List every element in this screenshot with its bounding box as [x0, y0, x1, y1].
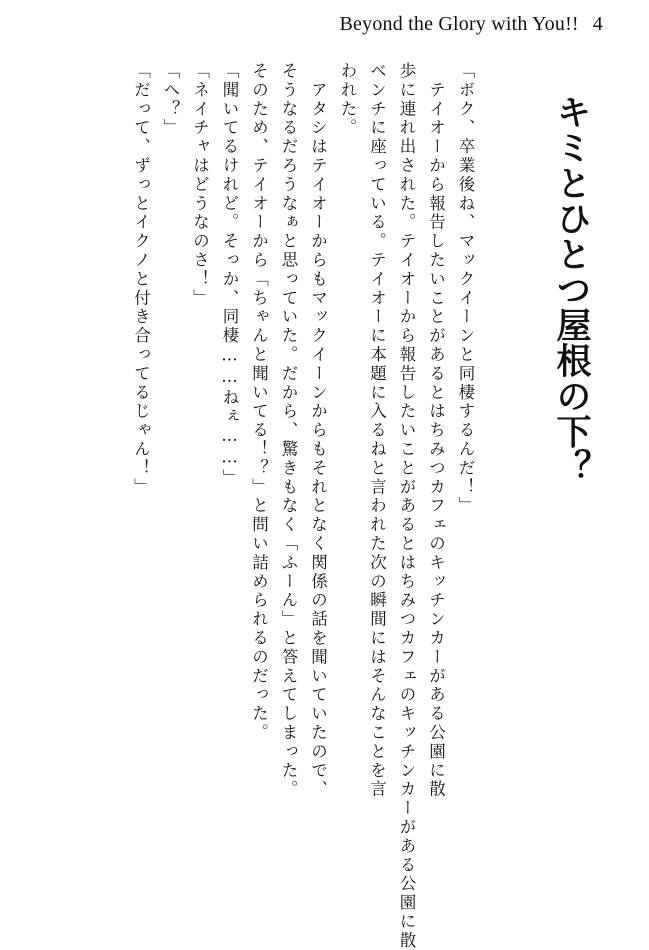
body-line: 「ネイチャはどうなのさ！」 — [190, 62, 210, 308]
body-line: われた。 — [338, 62, 357, 138]
body-line: テイオーから報告したいことがあるとはちみつカフェのキッチンカーがある公園に散 — [426, 62, 446, 800]
body-line: ベンチに座っている。テイオーに本題に入るねと言われた次の瞬間にはそんなことを言 — [367, 62, 387, 800]
running-header — [340, 10, 604, 38]
body-line: 「へ？」 — [161, 62, 180, 138]
body-line: 「だって、ずっとイクノと付き合ってるじゃん！」 — [131, 62, 151, 497]
running-title: Beyond the Glory with You!! — [339, 13, 579, 35]
body-line: そうなるだろうなぁと思っていた。だから、驚きもなく「ふーん」と答えてしまった。 — [279, 62, 298, 800]
body-text — [131, 62, 480, 950]
body-line: 「ボク、卒業後ね、マックイーンと同棲するんだ！」 — [456, 62, 475, 516]
chapter-title: キミとひとつ屋根の下？ — [551, 94, 591, 485]
page-number: 4 — [592, 13, 603, 35]
body-line: アタシはテイオーからもマックイーンからもそれとなく関係の話を聞いていたので、 — [308, 62, 328, 800]
body-line: 歩に連れ出された。テイオーから報告したいことがあるとはちみつカフェのキッチンカーがある公園に散 — [397, 62, 416, 950]
body-line: 「聞いてるけれど。そっか、同棲……ねぇ……」 — [220, 62, 239, 488]
body-line: そのため、テイオーから「ちゃんと聞いてる！？」と問い詰められるのだった。 — [249, 62, 269, 743]
